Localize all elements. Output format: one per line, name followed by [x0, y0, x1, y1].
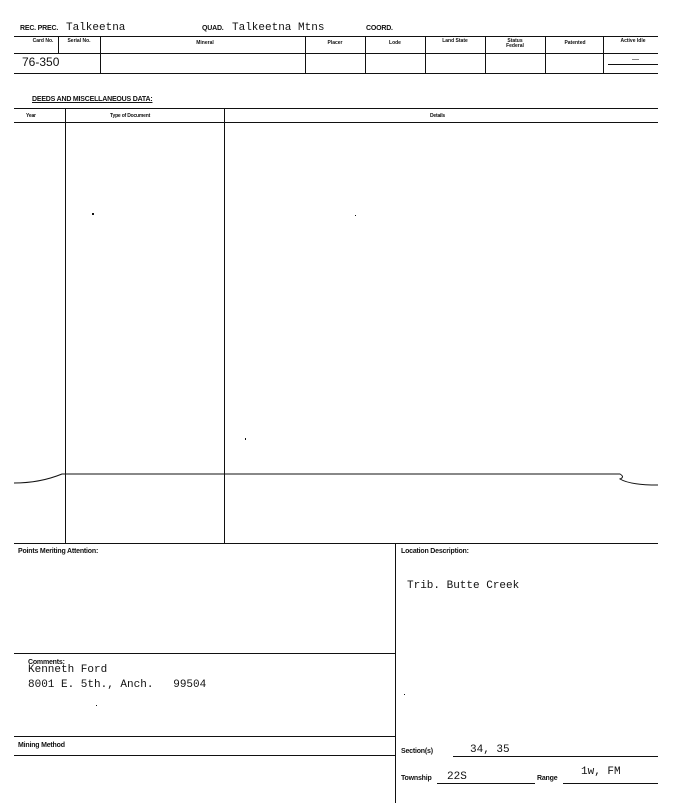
col-card-no: Card No. — [32, 38, 54, 44]
claim-col-divider — [425, 37, 426, 73]
col-status-federal: Status Federal — [506, 38, 524, 49]
township-value: 22S — [447, 771, 467, 783]
col-serial-no: Serial No. — [67, 38, 91, 44]
claim-col-divider — [365, 37, 366, 73]
col-active-idle: Active Idle — [620, 38, 646, 44]
section-underline — [453, 756, 658, 757]
rec-prec-label: REC. PREC. — [20, 25, 59, 32]
col-mineral: Mineral — [196, 40, 214, 46]
active-idle-value: — — [632, 56, 639, 63]
deeds-header-rule — [14, 122, 658, 123]
stray-mark — [404, 694, 405, 695]
col-patented: Patented — [564, 40, 586, 46]
stray-mark — [96, 705, 97, 706]
claim-col-divider — [100, 37, 101, 73]
deeds-bottom-rule — [14, 543, 658, 544]
location-value: Trib. Butte Creek — [407, 580, 520, 592]
stray-mark — [92, 213, 94, 215]
deeds-col-year: Year — [26, 113, 36, 119]
claim-col-divider — [485, 37, 486, 73]
township-underline — [437, 783, 535, 784]
points-label: Points Meriting Attention: — [18, 548, 99, 555]
deeds-title: DEEDS AND MISCELLANEOUS DATA: — [32, 96, 153, 103]
claim-col-divider — [545, 37, 546, 73]
range-value: 1w, FM — [581, 766, 621, 778]
col-lode: Lode — [389, 40, 401, 46]
stray-mark — [355, 215, 356, 216]
coord-label: COORD. — [366, 25, 393, 32]
mining-method-label: Mining Method — [18, 742, 65, 749]
claim-col-divider — [305, 37, 306, 73]
mining-bottom-rule — [14, 755, 395, 756]
page-join-line — [0, 465, 678, 495]
claim-table-bottom-rule — [14, 73, 658, 74]
quad-value: Talkeetna Mtns — [232, 22, 325, 34]
comments-top-rule — [14, 653, 395, 654]
stray-mark — [245, 438, 246, 440]
col-placer: Placer — [327, 40, 343, 46]
section-value: 34, 35 — [470, 744, 510, 756]
card-no-value: 76-350 — [22, 55, 60, 69]
rec-prec-value: Talkeetna — [66, 22, 126, 34]
deeds-col-details: Details — [430, 113, 445, 119]
deeds-top-rule — [14, 108, 658, 109]
lower-col-divider — [395, 543, 396, 803]
comments-label: Comments: — [28, 659, 65, 666]
claim-table-header-rule — [14, 53, 658, 54]
range-label: Range — [537, 775, 558, 782]
location-label: Location Description: — [401, 548, 469, 555]
township-label: Township — [401, 775, 432, 782]
deeds-col-type: Type of Document — [110, 113, 151, 119]
claim-col-divider — [58, 37, 59, 53]
quad-label: QUAD. — [202, 25, 224, 32]
comments-line-1: Kenneth Ford — [28, 664, 108, 676]
col-land-state: Land State — [442, 38, 468, 44]
range-underline — [563, 783, 658, 784]
comments-line-2: 8001 E. 5th., Anch. 99504 — [28, 679, 207, 691]
mining-top-rule — [14, 736, 395, 737]
active-idle-underline — [608, 64, 658, 65]
section-label: Section(s) — [401, 748, 433, 755]
header-rule — [14, 36, 658, 37]
claim-col-divider — [603, 37, 604, 73]
